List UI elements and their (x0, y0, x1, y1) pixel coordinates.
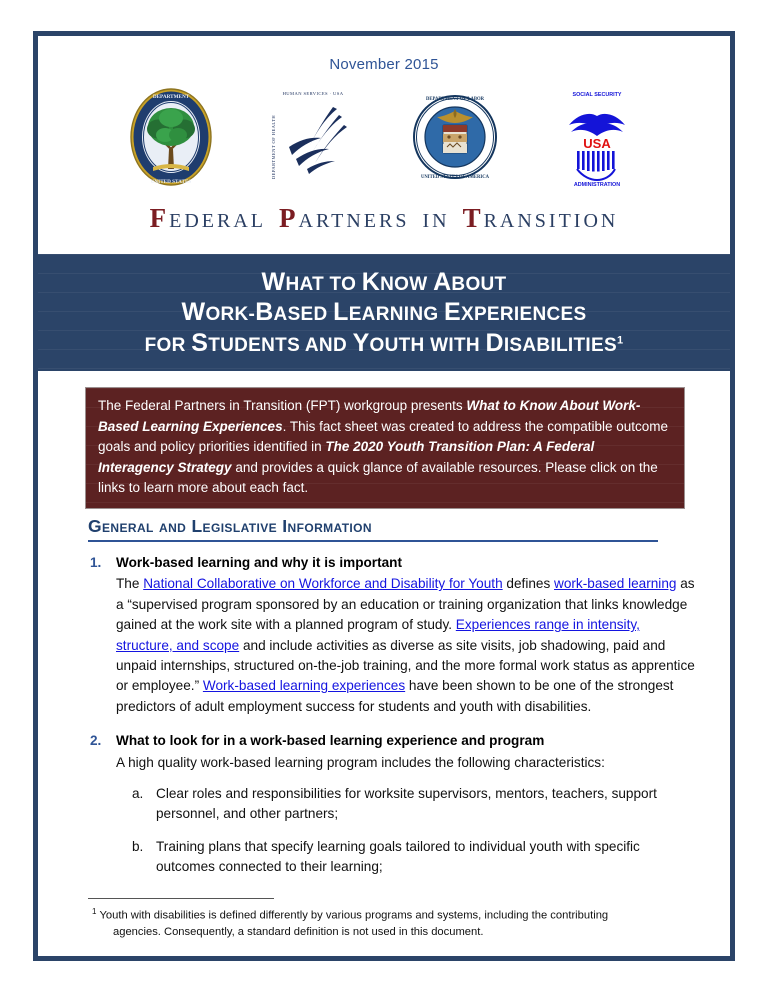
wordmark-ederal: EDERAL (169, 210, 267, 232)
wordmark-p: P (279, 203, 299, 233)
section-heading (88, 516, 658, 542)
document-title-line-3 (145, 328, 624, 359)
issue-date: November 2015 (329, 56, 439, 73)
callout-emphasis-2: The 2020 Youth Transition Plan: A Federal Interagency Strategy (98, 439, 595, 475)
callout-text-3: and provides a quick glance of available resources. Please click on the links to learn more about each fact. (98, 459, 658, 496)
sublist-item (116, 784, 700, 825)
callout-text-1: The Federal Partners in Transition (FPT) workgroup presents (98, 398, 467, 413)
svg-text:UNITED STATES: UNITED STATES (150, 179, 192, 185)
title-cap-e: E (444, 298, 461, 327)
list-item (88, 731, 700, 877)
department-of-labor-seal (405, 85, 505, 189)
section-heading-rule (88, 540, 658, 542)
svg-text:DEPARTMENT OF HEALTH: DEPARTMENT OF HEALTH (271, 114, 276, 180)
footnote-line-2: agencies. Consequently, a standard definition is not used in this document. (113, 925, 484, 938)
footnote-separator-rule (88, 898, 274, 899)
item1-text-1: The (116, 576, 144, 592)
wordmark-in: IN (422, 210, 450, 232)
title-text-xperiences: XPERIENCES (460, 304, 587, 326)
svg-text:UNITED STATES OF AMERICA: UNITED STATES OF AMERICA (420, 175, 490, 180)
intro-callout-box (85, 387, 685, 509)
title-cap-l: L (333, 298, 349, 327)
link-experiences-range[interactable]: Experiences range in intensity, structure, and scope (116, 617, 640, 653)
title-cap-b: B (255, 298, 274, 327)
svg-text:USA: USA (583, 136, 611, 151)
wordmark-artners: ARTNERS (298, 210, 410, 232)
social-security-administration-logo (547, 85, 647, 189)
title-cap-y: Y (352, 328, 370, 357)
footnote-line-1: Youth with disabilities is defined differently by various programs and systems, including the contributing (99, 909, 609, 922)
list-item-body (116, 731, 700, 877)
title-cap-w2: W (181, 298, 206, 327)
title-text-ased: ASED (273, 304, 334, 326)
sublist-item-letter: a. (132, 785, 144, 801)
title-text-earning: EARNING (348, 304, 444, 326)
title-text-outh-with: OUTH WITH (369, 334, 486, 356)
title-text-ork: ORK- (205, 304, 256, 326)
document-body (38, 371, 730, 956)
item1-text-5: have been shown to be one of the strongest predictors of adult employment success for students and youth with disabilities. (116, 678, 674, 714)
list-item-number: 1. (90, 555, 102, 570)
footnote (88, 898, 688, 940)
masthead (38, 36, 730, 252)
callout-text-2: . This fact sheet was created to address the compatible outcome goals and policy priorities identified in (98, 418, 669, 455)
link-work-based-learning[interactable]: work-based learning (554, 576, 677, 592)
list-item-title: What to look for in a work-based learning experience and program (116, 733, 545, 749)
sublist-item (116, 837, 700, 878)
footnote-marker: 1 (92, 907, 97, 916)
agency-seal-row (38, 82, 730, 192)
title-text-now: NOW (380, 273, 434, 295)
section-heading-label: General and Legislative Information (88, 516, 372, 536)
title-cap-w: W (261, 267, 286, 296)
list-item-title: Work-based learning and why it is important (116, 555, 403, 570)
numbered-list (88, 553, 700, 891)
wordmark-t: T (462, 203, 484, 233)
list-item (88, 553, 700, 717)
svg-text:HUMAN SERVICES · USA: HUMAN SERVICES · USA (282, 91, 344, 96)
document-title-line-1 (262, 267, 507, 298)
wordmark-f: F (149, 203, 170, 233)
title-text-for: FOR (144, 334, 192, 356)
title-text-bout: BOUT (451, 273, 507, 295)
link-work-based-learning-experiences[interactable]: Work-based learning experiences (202, 678, 406, 694)
link-ncwd-youth[interactable]: National Collaborative on Workforce and Disability for Youth (143, 576, 503, 592)
wordmark-ransition: RANSITION (483, 210, 619, 232)
fpt-wordmark (38, 203, 730, 234)
item1-text-4: and include activities as diverse as site visits, job shadowing, paid and unpaid internships, structured on-the-job training, and the more formal work status as apprentice or employee.” (116, 637, 695, 694)
list-item-text: A high quality work-based learning program includes the following characteristics: (116, 754, 605, 770)
title-cap-k: K (361, 267, 381, 296)
callout-emphasis-1: What to Know About Work-Based Learning Experiences (98, 398, 641, 434)
department-of-education-seal (121, 85, 221, 189)
sublist-item-text: Clear roles and responsibilities for worksite supervisors, mentors, teachers, support personnel, and other partners; (156, 785, 657, 822)
list-item-number: 2. (90, 733, 102, 749)
title-text-isabilities: ISABILITIES (503, 334, 617, 356)
list-item-body (116, 553, 700, 717)
title-footnote-marker: 1 (616, 334, 624, 347)
title-text-hat-to: HAT TO (285, 273, 362, 295)
svg-text:ADMINISTRATION: ADMINISTRATION (573, 182, 621, 188)
item1-text-3: as a “supervised program sponsored by an education or training organization that links knowledge gained at the work site with a planned program of study. (116, 576, 695, 633)
title-cap-a: A (433, 267, 452, 296)
sublist-item-letter: b. (132, 838, 144, 854)
svg-text:DEPARTMENT OF LABOR: DEPARTMENT OF LABOR (425, 97, 485, 102)
sublist-item-text: Training plans that specify learning goals tailored to individual youth with specific outcomes connected to their learning; (156, 838, 640, 875)
item1-text-2: defines (502, 576, 555, 592)
footnote-text (88, 906, 688, 940)
document-title-band (38, 254, 730, 371)
document-title-line-2 (182, 297, 587, 328)
svg-text:SOCIAL SECURITY: SOCIAL SECURITY (572, 92, 622, 98)
health-and-human-services-logo (263, 85, 363, 189)
title-text-tudents-and: TUDENTS AND (208, 334, 353, 356)
svg-text:DEPARTMENT: DEPARTMENT (152, 94, 190, 100)
title-cap-s: S (191, 328, 209, 357)
list-item-text (116, 574, 700, 717)
lettered-sublist (116, 784, 700, 878)
title-cap-d: D (485, 328, 504, 357)
